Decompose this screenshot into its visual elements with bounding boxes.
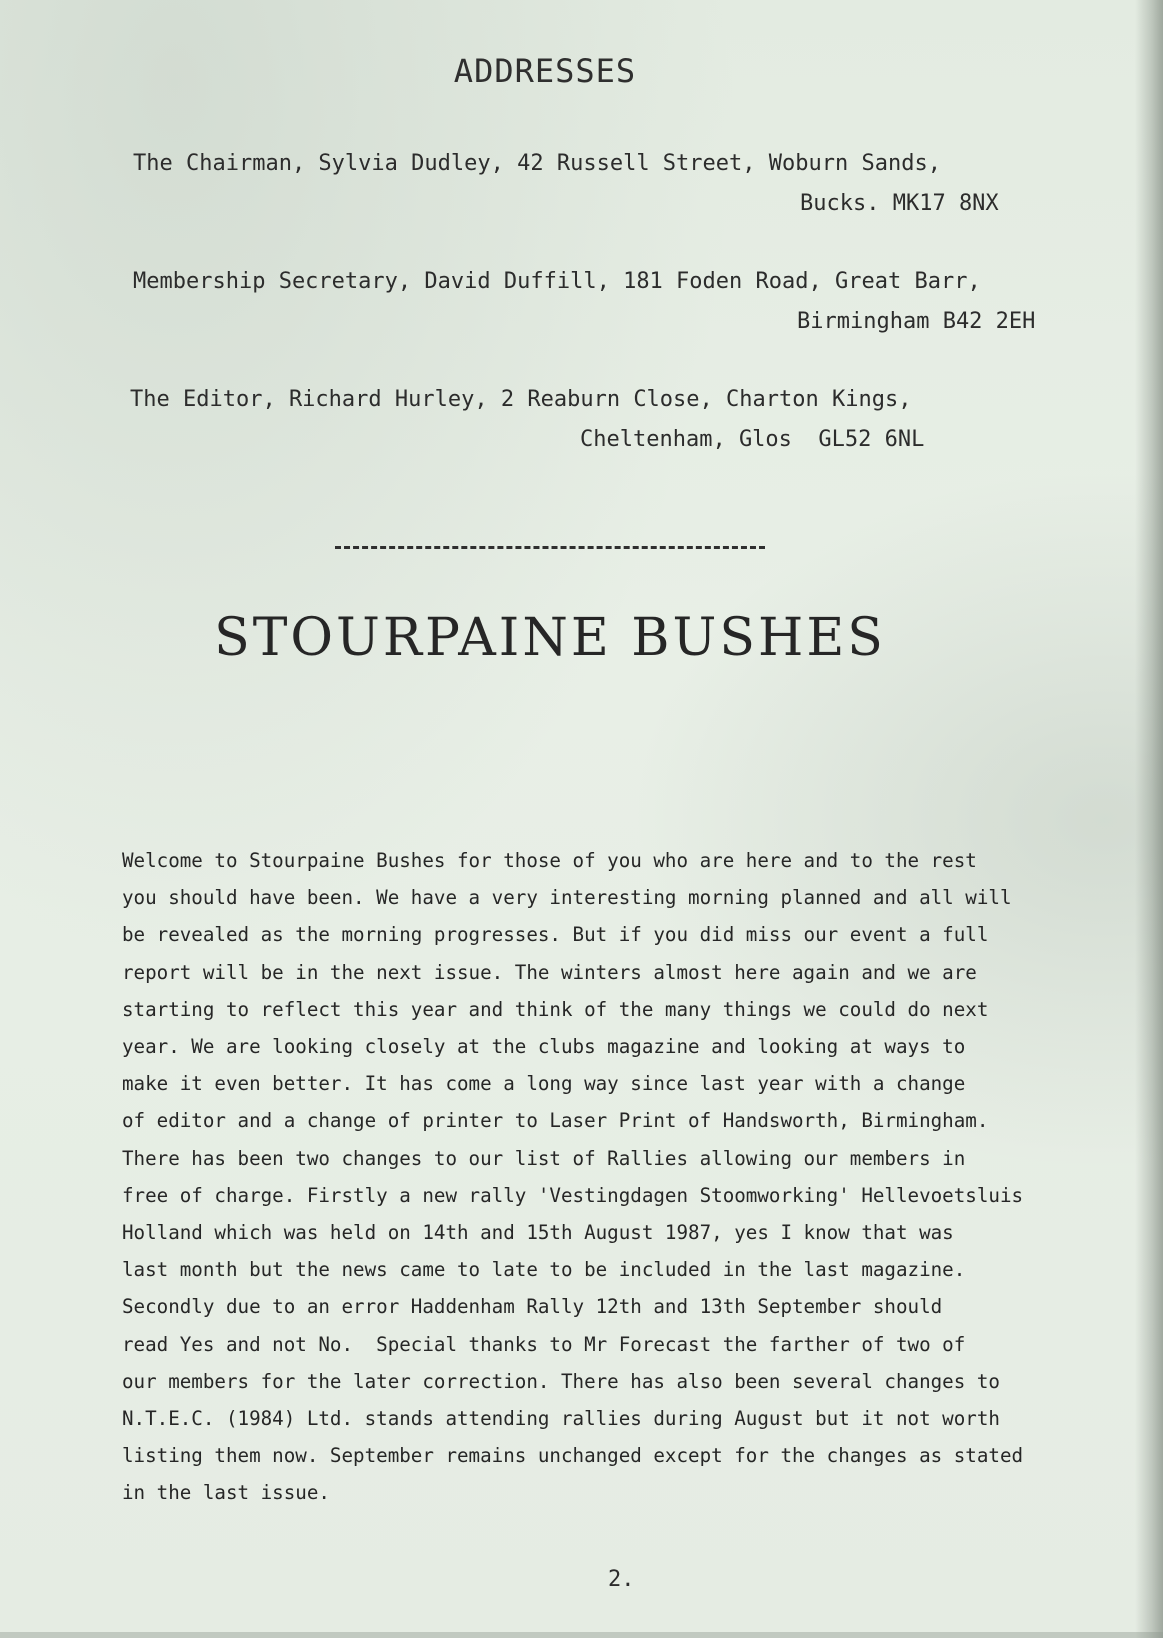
address-chairman-line1: The Chairman, Sylvia Dudley, 42 Russell Street, Woburn Sands, bbox=[133, 151, 941, 176]
addresses-heading: ADDRESSES bbox=[453, 52, 637, 90]
address-membership-line2: Birmingham B42 2EH bbox=[797, 309, 1036, 334]
article-body bbox=[122, 842, 1102, 1512]
body-line: read Yes and not No. Special thanks to Mr Forecast the farther of two of bbox=[122, 1332, 966, 1356]
address-editor-line2: Cheltenham, Glos GL52 6NL bbox=[580, 427, 925, 452]
body-line: report will be in the next issue. The winters almost here again and we are bbox=[122, 960, 977, 984]
body-line: N.T.E.C. (1984) Ltd. stands attending rallies during August but it not worth bbox=[122, 1407, 1000, 1431]
body-line: in the last issue. bbox=[122, 1481, 330, 1505]
page-bottom-edge bbox=[0, 1632, 1163, 1638]
article-title: STOURPAINE BUSHES bbox=[214, 608, 886, 668]
body-line: Holland which was held on 14th and 15th August 1987, yes I know that was bbox=[122, 1221, 954, 1245]
body-line: make it even better. It has come a long way since last year with a change bbox=[122, 1072, 966, 1096]
page-edge-shadow bbox=[1135, 0, 1163, 1638]
page-number: 2. bbox=[608, 1567, 635, 1592]
body-line: There has been two changes to our list of Rallies allowing our members in bbox=[122, 1146, 966, 1170]
body-line: Welcome to Stourpaine Bushes for those of you who are here and to the rest bbox=[122, 849, 977, 872]
body-line: Secondly due to an error Haddenham Rally 12th and 13th September should bbox=[122, 1295, 943, 1319]
body-line: listing them now. September remains unchanged except for the changes as stated bbox=[122, 1444, 1024, 1468]
address-membership-line1: Membership Secretary, David Duffill, 181 Foden Road, Great Barr, bbox=[133, 269, 981, 294]
body-line: of editor and a change of printer to Laser Print of Handsworth, Birmingham. bbox=[122, 1109, 989, 1133]
section-divider bbox=[335, 546, 765, 549]
body-line: you should have been. We have a very interesting morning planned and all will bbox=[122, 886, 1012, 910]
address-editor-line1: The Editor, Richard Hurley, 2 Reaburn Close, Charton Kings, bbox=[130, 387, 912, 412]
address-chairman-line2: Bucks. MK17 8NX bbox=[800, 191, 999, 216]
body-line: last month but the news came to late to be included in the last magazine. bbox=[122, 1258, 966, 1282]
body-line: our members for the later correction. There has also been several changes to bbox=[122, 1369, 1000, 1393]
body-line: be revealed as the morning progresses. But if you did miss our event a full bbox=[122, 923, 989, 947]
body-line: year. We are looking closely at the clubs magazine and looking at ways to bbox=[122, 1035, 966, 1059]
body-line: free of charge. Firstly a new rally 'Vestingdagen Stoomworking' Hellevoetsluis bbox=[122, 1183, 1024, 1207]
body-line: starting to reflect this year and think of the many things we could do next bbox=[122, 997, 989, 1021]
